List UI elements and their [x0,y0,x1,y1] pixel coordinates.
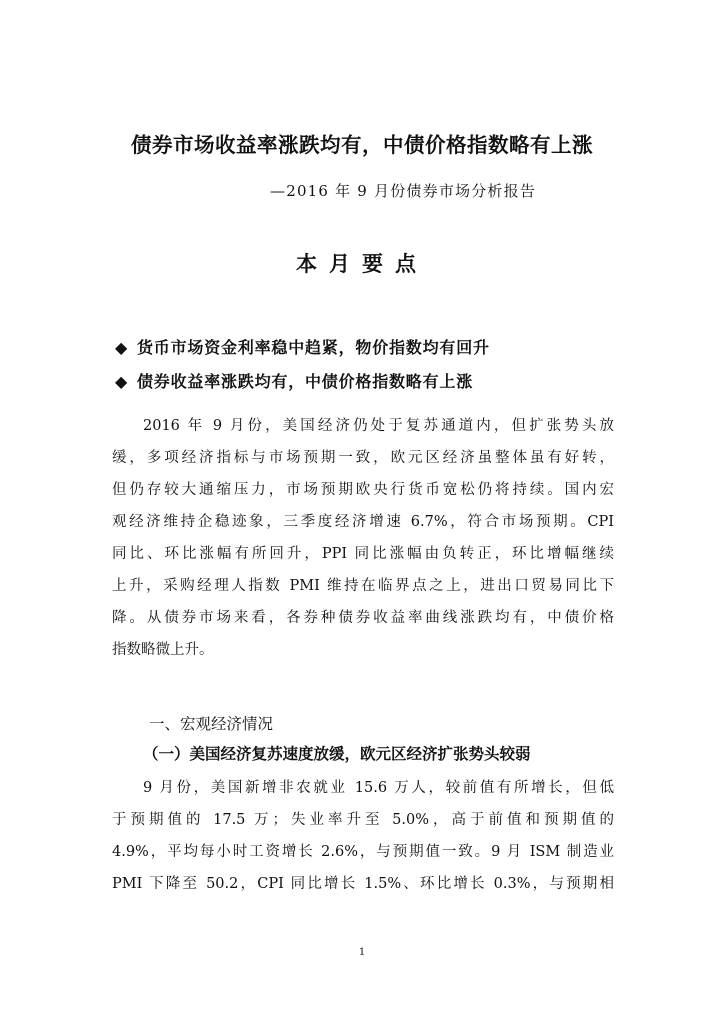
paragraph-line: 同比、环比涨幅有所回升，PPI 同比涨幅由负转正，环比增幅继续 [112,546,614,562]
paragraph-line: 于预期值的 17.5 万；失业率升至 5.0%，高于前值和预期值的 [112,812,614,828]
page-number: 1 [358,947,366,958]
report-subtitle: —2016 年 9 月份债券市场分析报告 [270,182,537,200]
paragraph-line: 缓，多项经济指标与市场预期一致，欧元区经济虽整体虽有好转， [112,450,614,466]
paragraph-line: 4.9%，平均每小时工资增长 2.6%，与预期值一致。9 月 ISM 制造业 [112,844,614,860]
paragraph-line: 但仍存较大通缩压力，市场预期欧央行货币宽松仍将持续。国内宏 [112,482,614,498]
paragraph-line: 9 月份，美国新增非农就业 15.6 万人，较前值有所增长，但低 [143,780,614,796]
highlights-heading: 本月要点 [296,252,428,276]
diamond-bullet-icon: ◆ [115,372,129,391]
paragraph-line: 降。从债券市场来看，各券种债券收益率曲线涨跌均有，中债价格 [112,610,614,626]
paragraph-line: 上升，采购经理人指数 PMI 维持在临界点之上，进出口贸易同比下 [112,578,614,594]
paragraph-line: PMI 下降至 50.2，CPI 同比增长 1.5%、环比增长 0.3%，与预期相 [112,876,614,892]
highlight-bullet [115,368,473,396]
paragraph-line: 2016 年 9 月份，美国经济仍处于复苏通道内，但扩张势头放 [143,418,614,434]
section-heading: 一、宏观经济情况 [149,715,274,733]
report-title: 债券市场收益率涨跌均有，中债价格指数略有上涨 [131,133,593,157]
paragraph-line: 指数略微上升。 [112,642,214,658]
paragraph-line: 观经济维持企稳迹象，三季度经济增速 6.7%，符合市场预期。CPI [112,514,614,530]
bullet-text: 货币市场资金利率稳中趋紧，物价指数均有回升 [137,338,490,357]
diamond-bullet-icon: ◆ [115,338,129,357]
subsection-heading: （一）美国经济复苏速度放缓，欧元区经济扩张势头较弱 [143,745,531,763]
highlight-bullet [115,334,490,362]
bullet-text: 债券收益率涨跌均有，中债价格指数略有上涨 [137,372,474,391]
